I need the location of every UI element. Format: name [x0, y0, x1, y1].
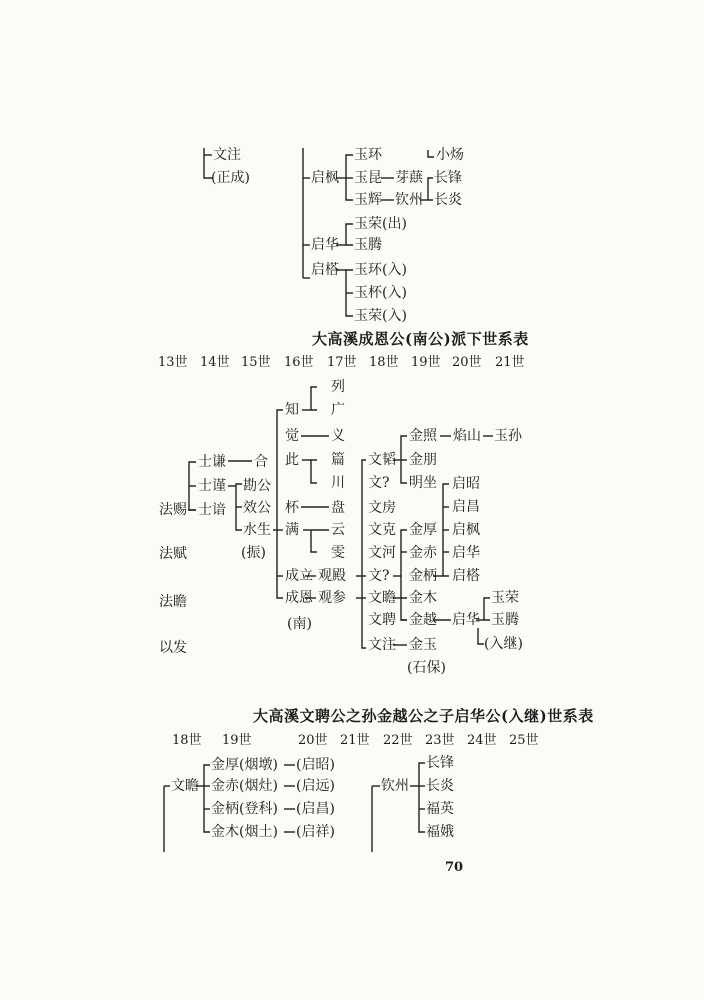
node: 金玉 [409, 637, 437, 653]
node: 金木 [409, 590, 437, 606]
node: 雯 [331, 545, 345, 561]
node: 此 [285, 452, 299, 468]
gen-label: 16世 [284, 355, 314, 370]
node: 盘 [331, 500, 345, 516]
node: 金朋 [409, 452, 437, 468]
gen-label: 20世 [298, 733, 328, 748]
node: 文注 [368, 637, 396, 653]
node: 杯 [285, 500, 299, 516]
node: 篇 [331, 452, 345, 468]
node: 法赋 [159, 546, 187, 562]
node: 启昌 [452, 499, 480, 515]
gen-label: 24世 [467, 733, 497, 748]
node: 成立 [285, 568, 313, 584]
node: 觉 [285, 428, 299, 444]
node: (振) [241, 545, 266, 561]
node: 列 [331, 379, 345, 395]
node: 启榙 [452, 568, 480, 584]
page-number: 70 [445, 860, 464, 875]
node: 启枫 [452, 522, 480, 538]
node: 文聘 [368, 612, 396, 628]
node: 福英 [426, 801, 454, 817]
node: 云 [331, 522, 345, 538]
node: 启华 [452, 545, 480, 561]
gen-label: 15世 [241, 355, 271, 370]
node-yubei-in: 玉杯(入) [354, 285, 407, 301]
gen-label: 21世 [495, 355, 525, 370]
gen-label: 22世 [383, 733, 413, 748]
node: (入继) [484, 636, 523, 652]
node: 文克 [368, 522, 396, 538]
node: 观殿 [318, 568, 346, 584]
node-yurong-in: 玉荣(入) [354, 308, 407, 324]
gen-label: 18世 [172, 733, 202, 748]
node: 川 [331, 475, 345, 491]
node-yuteng: 玉腾 [354, 237, 382, 253]
node: 福娥 [426, 824, 454, 840]
node: 文房 [368, 500, 396, 516]
node: 金木(烟土) [211, 824, 278, 840]
node: 法瞻 [159, 594, 187, 610]
gen-label: 23世 [425, 733, 455, 748]
gen-label: 17世 [327, 355, 357, 370]
gen-label: 19世 [411, 355, 441, 370]
node-qinzhou: 钦州 [395, 192, 423, 208]
node: 勘公 [243, 478, 271, 494]
node: 满 [285, 522, 299, 538]
node: 金越 [409, 612, 437, 628]
node: 文河 [368, 545, 396, 561]
node-yuhuan-in: 玉环(入) [354, 262, 407, 278]
node: 玉孙 [494, 428, 522, 444]
node: 知 [285, 402, 299, 418]
node: (启昌) [296, 801, 335, 817]
node: 金赤(烟灶) [211, 778, 278, 794]
node: 长锋 [426, 755, 454, 771]
node-yahong: 芽蕻 [395, 170, 423, 186]
node: 启华 [452, 612, 480, 628]
node: 文韬 [368, 452, 396, 468]
gen-label: 13世 [158, 355, 188, 370]
gen-label: 18世 [369, 355, 399, 370]
node: 文瞻 [171, 778, 199, 794]
node: (启祥) [296, 824, 335, 840]
node: 焰山 [453, 428, 481, 444]
node-changfeng: 长锋 [434, 170, 462, 186]
node: 文? [368, 568, 390, 584]
node: 效公 [243, 500, 271, 516]
node-qihua: 启华 [311, 237, 339, 253]
node: 水生 [243, 522, 271, 538]
node: 义 [331, 428, 345, 444]
node: 金柄 [409, 568, 437, 584]
node-yurong-out: 玉荣(出) [354, 216, 407, 232]
gen-label: 20世 [452, 355, 482, 370]
node-yuhui: 玉辉 [354, 192, 382, 208]
node: 观参 [318, 590, 346, 606]
node: 文? [368, 475, 390, 491]
node-changyan: 长炎 [434, 192, 462, 208]
section-b-title: 大高溪成恩公(南公)派下世系表 [312, 330, 529, 348]
node-yuhuan1: 玉环 [354, 147, 382, 163]
node: 玉腾 [491, 612, 519, 628]
node: 士谙 [198, 502, 226, 518]
node: 金厚 [409, 522, 437, 538]
node: 以发 [159, 640, 187, 656]
node: 合 [254, 454, 268, 470]
node-zhengcheng: (正成) [211, 170, 250, 186]
node: 金厚(烟墩) [211, 757, 278, 773]
node: 长炎 [426, 778, 454, 794]
node: 文瞻 [368, 590, 396, 606]
node: 启昭 [452, 476, 480, 492]
node: (石保) [407, 660, 446, 676]
node: 金照 [409, 428, 437, 444]
node: 法赐 [159, 502, 187, 518]
node: 明坐 [409, 475, 437, 491]
node: 士谦 [198, 454, 226, 470]
node: 钦州 [381, 778, 409, 794]
section-c-title: 大高溪文聘公之孙金越公之子启华公(入继)世系表 [253, 707, 594, 725]
node-xiaoyang: 小炀 [436, 147, 464, 163]
node: (启昭) [296, 757, 335, 773]
node-wenzhu: 文注 [213, 147, 241, 163]
gen-label: 21世 [340, 733, 370, 748]
node: (启远) [296, 778, 335, 794]
node: 金赤 [409, 545, 437, 561]
node: (南) [287, 616, 312, 632]
node: 玉荣 [491, 590, 519, 606]
gen-label: 14世 [200, 355, 230, 370]
node-qifeng: 启枫 [311, 170, 339, 186]
node: 广 [331, 402, 345, 418]
node: 士谨 [198, 478, 226, 494]
node: 金柄(登科) [211, 801, 278, 817]
gen-label: 19世 [222, 733, 252, 748]
gen-label: 25世 [509, 733, 539, 748]
node: 成恩 [285, 590, 313, 606]
node-qita: 启榙 [311, 262, 339, 278]
node-yukun: 玉昆 [354, 170, 382, 186]
